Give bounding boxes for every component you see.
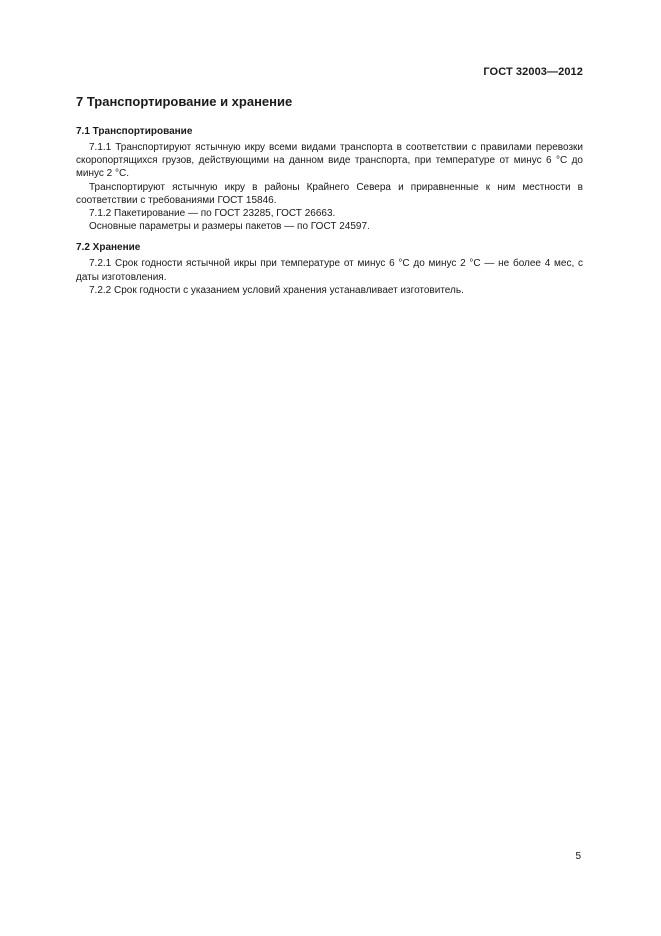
paragraph-7-1-2: 7.1.2 Пакетирование — по ГОСТ 23285, ГОСТ 26663. — [89, 208, 336, 220]
document-code: ГОСТ 32003—2012 — [483, 66, 583, 78]
section-title: 7 Транспортирование и хранение — [76, 94, 293, 109]
page-number: 5 — [575, 851, 581, 862]
paragraph-far-north: Транспортируют ястычную икру в районы Крайнего Севера и приравненные к ним местности в соответствии с требованиями ГОСТ 15846. — [76, 181, 583, 206]
subsection-title-transport: 7.1 Транспортирование — [76, 126, 193, 137]
document-body — [76, 94, 583, 297]
paragraph-7-2-1: 7.2.1 Срок годности ястычной икры при температуре от минус 6 °С до минус 2 °С — не более 4 мес, с даты изготовления. — [76, 258, 583, 283]
subsection-title-storage: 7.2 Хранение — [76, 242, 141, 254]
paragraph-7-1-1: 7.1.1 Транспортируют ястычную икру всеми видами транспорта в соответствии с правилами перевозки скоропортящихся грузов, действующими на данном виде транспорта, при температуре от минус 6 °С до минус 2 °С. — [76, 142, 583, 180]
paragraph-package-params: Основные параметры и размеры пакетов — по ГОСТ 24597. — [89, 221, 370, 233]
paragraph-7-2-2: 7.2.2 Срок годности с указанием условий хранения устанавливает изготовитель. — [89, 284, 464, 296]
